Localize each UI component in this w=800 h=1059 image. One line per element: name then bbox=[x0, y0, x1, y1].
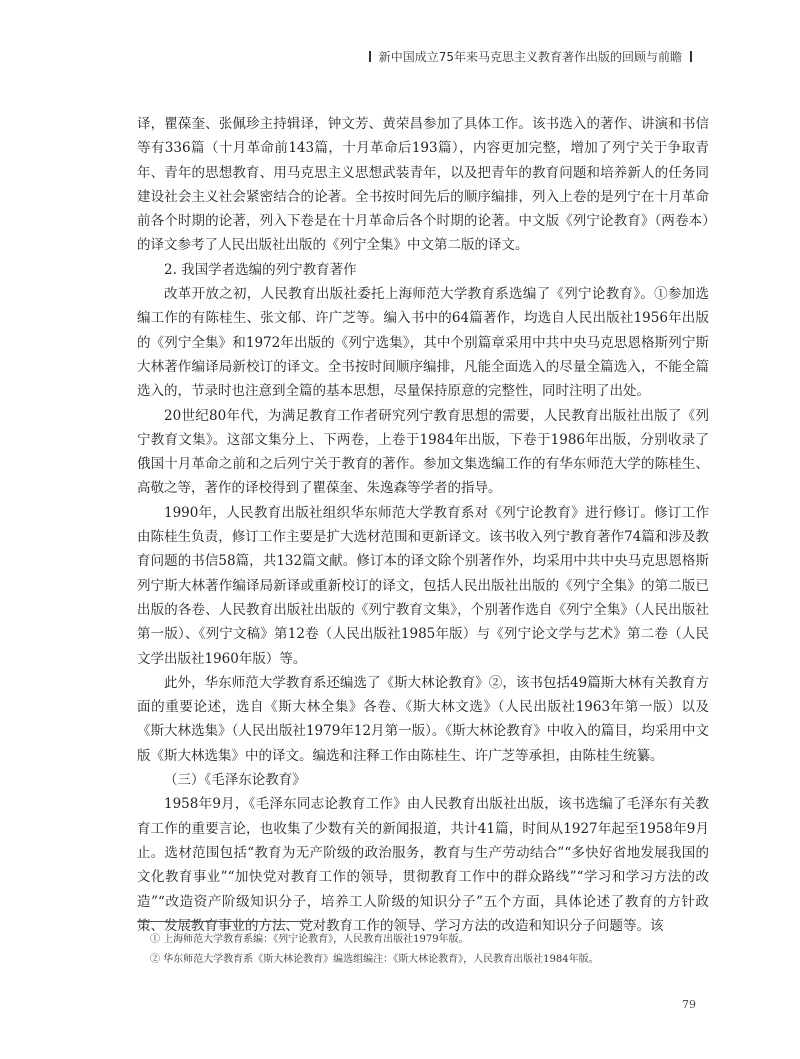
header-title: 新中国成立75年来马克思主义教育著作出版的回顾与前瞻 bbox=[378, 50, 682, 64]
footnote-divider bbox=[137, 921, 313, 922]
footnote-1: ① 上海师范大学教育系编：《列宁论教育》，人民教育出版社1979年版。 bbox=[150, 934, 469, 945]
page-number: 79 bbox=[682, 998, 696, 1011]
paragraph: 1990年，人民教育出版社组织华东师范大学教育系对《列宁论教育》进行修订。修订工作由陈桂生负责，修订工作主要是扩大选材范围和更新译文。该书收入列宁教育著作74篇和涉及教育问题的书信58篇，共132篇文献。修订本的译文除个别著作外，均采用中共中央马克思恩格斯列宁斯大林著作编译局新译或重新校订的译文，包括人民出版社出版的《列宁全集》的第二版已出版的各卷、人民教育出版社出版的《列宁教育文集》，个别著作选自《列宁全集》（人民出版社第一版）、《列宁文稿》第12卷（人民出版社1985年版）与《列宁论文学与艺术》第二卷（人民文学出版社1960年版）等。 bbox=[137, 504, 709, 667]
body-text bbox=[137, 112, 709, 938]
paragraph-continued: 译，瞿葆奎、张佩珍主持辑译，钟文芳、黄荣昌参加了具体工作。该书选入的著作、讲演和书信等有336篇（十月革命前143篇，十月革命后193篇），内容更加完整，增加了列宁关于争取青年、青年的思想教育、用马克思主义思想武装青年，以及把青年的教育问题和培养新人的任务同建设社会主义社会紧密结合的论著。全书按时间先后的顺序编排，列入上卷的是列宁在十月革命前各个时期的论著，列入下卷是在十月革命后各个时期的论著。中文版《列宁论教育》（两卷本）的译文参考了人民出版社出版的《列宁全集》中文第二版的译文。 bbox=[137, 116, 709, 254]
header-bar-left bbox=[369, 51, 371, 62]
running-header bbox=[369, 48, 692, 65]
section-heading-3: （三）《毛泽东论教育》 bbox=[164, 772, 306, 789]
footnotes bbox=[150, 930, 710, 970]
paragraph: 此外，华东师范大学教育系还编选了《斯大林论教育》②，该书包括49篇斯大林有关教育方面的重要论述，选自《斯大林全集》各卷、《斯大林文选》（人民出版社1963年第一版）以及《斯大林选集》（人民出版社1979年12月第一版）。《斯大林论教育》中收入的篇目，均采用中文版《斯大林选集》中的译文。编选和注释工作由陈桂生、许广芝等承担，由陈桂生统纂。 bbox=[137, 674, 709, 764]
section-heading-2: 2. 我国学者选编的列宁教育著作 bbox=[164, 261, 357, 278]
header-bar-right bbox=[690, 51, 692, 62]
paragraph: 1958年9月，《毛泽东同志论教育工作》由人民教育出版社出版，该书选编了毛泽东有关教育工作的重要言论，也收集了少数有关的新闻报道，共计41篇，时间从1927年起至1958年9月止。选材范围包括“教育为无产阶级的政治服务，教育与生产劳动结合”“多快好省地发展我国的文化教育事业”“加快党对教育工作的领导，贯彻教育工作中的群众路线”“学习和学习方法的改造”“改造资产阶级知识分子，培养工人阶级的知识分子”五个方面，具体论述了教育的方针政策、发展教育事业的方法、党对教育工作的领导、学习方法的改造和知识分子问题等。该 bbox=[137, 796, 709, 934]
footnote-2: ② 华东师范大学教育系《斯大林论教育》编选组编注：《斯大林论教育》，人民教育出版社1984年版。 bbox=[150, 954, 599, 965]
paragraph: 改革开放之初，人民教育出版社委托上海师范大学教育系选编了《列宁论教育》。①参加选编工作的有陈桂生、张文郁、许广芝等。编入书中的64篇著作，均选自人民出版社1956年出版的《列宁全集》和1972年出版的《列宁选集》，其中个别篇章采用中共中央马克思恩格斯列宁斯大林著作编译局新校订的译文。全书按时间顺序编排，凡能全面选入的尽量全篇选入，不能全篇选入的，节录时也注意到全篇的基本思想，尽量保持原意的完整性，同时注明了出处。 bbox=[137, 286, 709, 400]
paragraph: 20世纪80年代，为满足教育工作者研究列宁教育思想的需要，人民教育出版社出版了《列宁教育文集》。这部文集分上、下两卷，上卷于1984年出版，下卷于1986年出版，分别收录了俄国十月革命之前和之后列宁关于教育的著作。参加文集选编工作的有华东师范大学的陈桂生、高敬之等，著作的译校得到了瞿葆奎、朱逸森等学者的指导。 bbox=[137, 407, 709, 497]
